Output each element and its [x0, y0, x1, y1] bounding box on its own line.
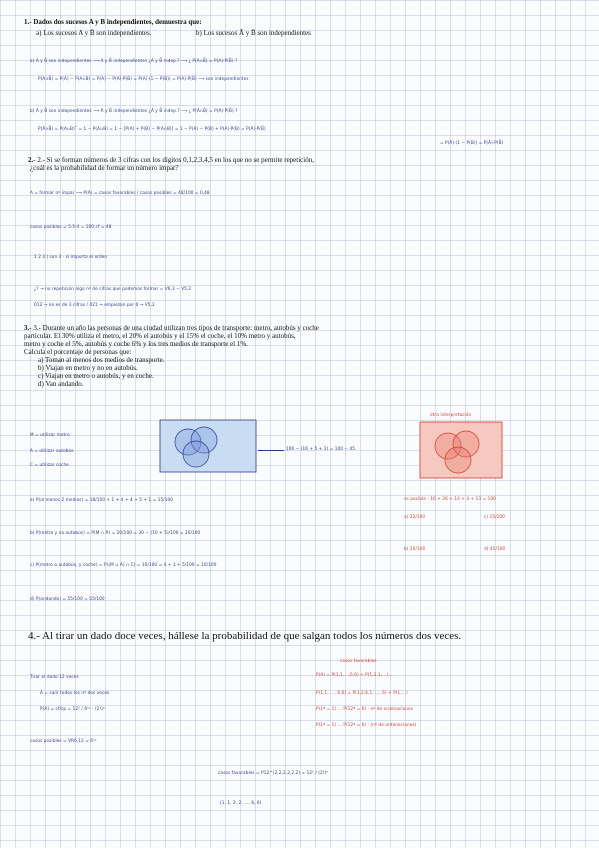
venn-diagram-red — [418, 420, 504, 480]
q1-work-a1: a) A y B̄ son independientes ⟶ A y B̄ independientes ¿A y B̄ indep.? ⟶ ¿ P(A∩B̄) = P(A)·P(B̄) ? — [30, 58, 238, 63]
q2-line1-text: 2.- Si se forman números de 3 cifras con los dígitos 0,1,2,3,4,5 en los que no se permite repetición, — [37, 156, 314, 164]
q3-work-b: b) P(metro y no autobús) = P(M ∩ Ā) = 20/100 = 30 − (10 + 5)/100 = 20/100 — [30, 530, 201, 535]
q3-line1: 3.- 3.- Durante un año las personas de una ciudad utilizan tres tipos de transporte: metro, autobús y coche — [24, 324, 319, 332]
q1-work-b3: = P(Ā)·(1 − P(B)) = P(Ā)·P(B̄) — [440, 140, 504, 145]
q1-work-b2: P(Ā∩B̄) = P(A∪B)‾ = 1 − P(A∪B) = 1 − [P(A) + P(B) − P(A∩B)] = 1 − P(A) − P(B) + P(A)·P(B) = P(Ā)·P(B̄) — [38, 126, 266, 131]
q3-work-a: a) P(al menos 2 medios) = 18/100 + 1 + 4 + 4 + 5 + 1 = 15/100 — [30, 497, 174, 502]
q4-title: 4.- Al tirar un dado doce veces, hállese la probabilidad de que salgan todos los números dos veces. — [28, 630, 462, 642]
q4-work6: (1, 1, 2, 2, ..., 6, 6) — [220, 800, 262, 805]
q4-red1: casos favorables — [340, 658, 377, 663]
q2-work5: 012 → no es de 3 cifras / 021 → empiezan por 0 → V5,2 — [34, 302, 155, 307]
q3-item-d: d) Van andando. — [38, 380, 84, 388]
q4-red5: P(1ª = 1) ... P(12ª = 6) · (nº de ordenaciones) — [316, 722, 417, 727]
q3-work-d: d) P(andando) = 55/100 = 55/100 — [30, 596, 105, 601]
q4-work5: casos favorables = P12^(2,2,2,2,2,2) = 12! / (2!)⁶ — [218, 770, 329, 775]
q2-line2: ¿cuál es la probabilidad de formar un número impar? — [30, 164, 179, 172]
q4-red4: P(1ª = 1) ... P(12ª = 6) · nº de ordenaciones — [316, 706, 413, 711]
venn-diagram-blue — [158, 418, 258, 474]
q3-line1-text: 3.- Durante un año las personas de una ciudad utilizan tres tipos de transporte: metro, autobús y coche — [33, 324, 319, 332]
q3-line3: metro y coche el 5%, autobús y coche 6% y los tres medios de transporte el 1%. — [24, 340, 248, 348]
q3-red-title: otra interpretación — [430, 412, 472, 417]
q3-line2: particular. El 30% utiliza el metro, el 20% el autobús y el 15% el coche, el 10% metro y autobús, — [24, 332, 296, 340]
q1-work-b1: b) Ā y B̄ son independientes ⟶ Ā y B̄ independientes ¿Ā y B̄ indep.? ⟶ ¿ P(Ā∩B̄) = P(Ā)·P(B̄) ? — [30, 108, 238, 113]
q1-part-b: b) Los sucesos Ā y B̄ son independientes — [196, 29, 311, 37]
q3-legend-a: A = utilizar autobús — [30, 448, 74, 453]
q3-legend-m: M = utilizar metro — [30, 432, 70, 437]
q3-red-c: c) 15/100 — [484, 514, 505, 519]
q4-work4: casos posibles = VR6,12 = 6¹² — [30, 738, 97, 743]
q3-line4: Calcula el porcentaje de personas que: — [24, 348, 132, 356]
q1-part-a: a) Los sucesos A y B̄ son independientes. — [36, 29, 152, 37]
q3-item-b: b) Viajan en metro y no en autobús. — [38, 364, 138, 372]
q2-work3: 1 2 3 | son 3 · si importa el orden — [34, 254, 108, 259]
q2-work2: casos posibles = 5·5·4 = 100 cf = 48 — [30, 224, 112, 229]
q4-work2: A = salir todos los nº dos veces — [40, 690, 110, 695]
q3-red-note: es posible · 16 + 26 + 14 + 3 + 13 = 100 — [404, 496, 496, 501]
q1-work-a2: P(A∩B̄) = P(A) − P(A∩B) = P(A) − P(A)·P(B) = P(A)·(1 − P(B)) = P(A)·P(B̄) ⟶ son independientes — [38, 76, 249, 81]
q3-red-d: d) 45/100 — [484, 546, 506, 551]
q4-work3: P(A) = cf/cp = 12! / 6¹² · (2!)⁶ — [40, 706, 105, 711]
q2-work4: ¿? → no repetición algo nº de cifras que podemos formar = V6,3 − V5,2 — [34, 286, 192, 291]
q3-items — [38, 356, 165, 388]
q4-red3: P(1,1, ..., 6,6) = P(1,2,6,1, ..., 6) + P(1,...) — [316, 690, 408, 695]
venn-note: 100 − (16 + 5 + 1) = 100 − 45 — [286, 446, 355, 451]
q3-item-a: a) Toman al menos dos medios de transporte. — [38, 356, 165, 364]
q3-work-c: c) P(metro o autobús, y coche) = P((M ∪ A) ∩ C) = 10/100 = 4 + 1 + 5/100 = 10/100 — [30, 562, 217, 567]
q1-title: 1.- Dados dos sucesos A y B independientes, demuestra que: — [24, 18, 202, 26]
q2-line1: 2.- 2.- Si se forman números de 3 cifras con los dígitos 0,1,2,3,4,5 en los que no se permite repetición, — [28, 156, 314, 164]
q3-legend-c: C = utilizar coche — [30, 462, 69, 467]
q2-work1: A = formar nº impar ⟶ P(A) = casos favorables / casos posibles = 48/100 = 0,48 — [30, 190, 210, 195]
q4-red2: P(A) = P(1,1,...,6,6) + P(1,2,1,...) ... — [316, 672, 394, 677]
q3-red-a: a) 22/100 — [404, 514, 426, 519]
venn-arrow-line — [258, 450, 284, 451]
q3-item-c: c) Viajan en metro o autobús, y en coche. — [38, 372, 154, 380]
q4-work1: Tirar el dado 12 veces — [30, 674, 79, 679]
q3-red-b: b) 20/100 — [404, 546, 426, 551]
